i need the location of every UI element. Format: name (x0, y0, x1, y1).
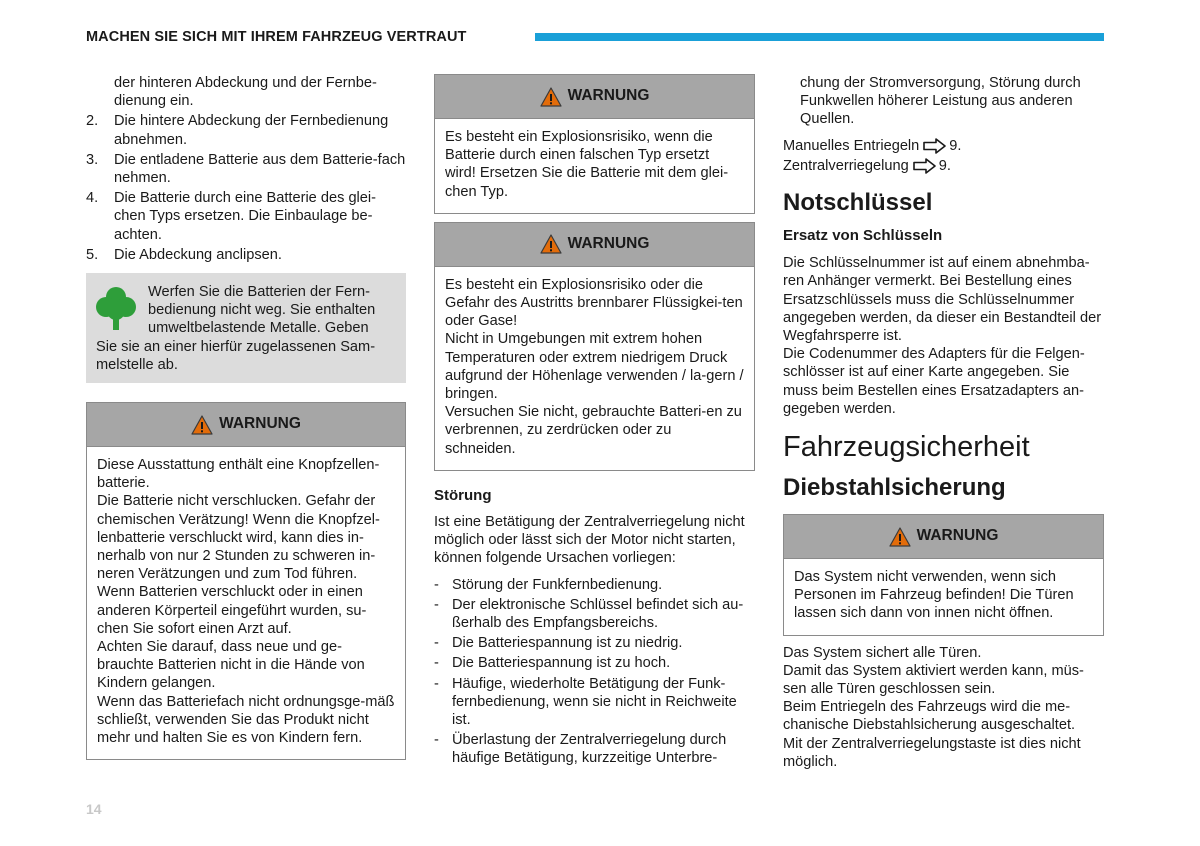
paragraph-line: Das System sichert alle Türen. (783, 644, 982, 661)
warning-label: WARNUNG (567, 87, 650, 105)
arrow-right-icon (913, 158, 937, 174)
list-item: - Überlastung der Zentralverriegelung durch häufige Betätigung, kurzzeitige Unterbre- (434, 732, 727, 767)
step-number: 5. (86, 246, 99, 263)
warning-triangle-icon (191, 415, 213, 435)
cause-text: Die Batteriespannung ist zu niedrig. (452, 635, 683, 652)
environment-note (86, 273, 406, 383)
column-right (783, 74, 1104, 771)
warning-box-wrong-type (434, 74, 755, 214)
list-item: - Die Batteriespannung ist zu hoch. (434, 655, 671, 672)
cause-text: Der elektronische Schlüssel befindet sich au-ßerhalb des Empfangsbereichs. (452, 596, 744, 632)
warning-header (435, 223, 754, 267)
cause-continuation: chung der Stromversorgung, Störung durch Funkwellen höherer Leistung aus anderen Quellen. (800, 75, 1081, 128)
column-middle (434, 74, 755, 770)
header-accent-bar (535, 33, 1104, 41)
warning-body (87, 447, 405, 759)
warning-box-persons (783, 514, 1104, 636)
arrow-right-icon (923, 138, 947, 154)
step-number: 4. (86, 190, 99, 207)
warning-body (784, 559, 1103, 635)
warning-box-explosion (434, 222, 755, 471)
step-item (86, 151, 406, 187)
warning-label: WARNUNG (219, 415, 301, 433)
warning-triangle-icon (540, 234, 562, 254)
paragraph-line: Beim Entriegeln des Fahrzeugs wird die me-chanische Diebstahlsicherung ausgeschaltet. (783, 699, 1076, 734)
paragraph: Die Schlüsselnummer ist auf einem abnehmba-ren Anhänger vermerkt. Bei Bestellung eines Ersatzschlüssels muss die Schlüsselnummer angegeben werden, da dieser ein Bestandteil der Wegfahrsperre ist. (783, 255, 1102, 345)
warning-triangle-icon (540, 87, 562, 107)
step-item (86, 189, 406, 244)
list-item: - Störung der Funkfernbedienung. (434, 576, 663, 593)
step-text: Die Batterie durch eine Batterie des glei-chen Typs ersetzen. Die Einbaulage be-achten. (114, 190, 377, 243)
warning-label: WARNUNG (567, 235, 650, 253)
warning-line: Es besteht ein Explosionsrisiko oder die Gefahr des Austritts brennbarer Flüssigkei-ten oder Gase! (445, 276, 743, 330)
warning-body (435, 267, 754, 470)
reference-label: Zentralverriegelung (783, 157, 909, 174)
section-heading-stoerung: Störung (434, 486, 492, 504)
warning-box-button-cell (86, 402, 406, 760)
warning-header (435, 75, 754, 119)
step-continuation: der hinteren Abdeckung und der Fernbe-dienung ein. (114, 75, 377, 110)
warning-line: Achten Sie darauf, dass neue und ge-brauchte Batterien nicht in die Hände von Kindern gelangen. (97, 639, 365, 692)
list-item: - Die Batteriespannung ist zu niedrig. (434, 635, 683, 652)
reference-page: 9. (949, 137, 962, 154)
step-text: Die Abdeckung anclipsen. (114, 246, 282, 263)
reference-page: 9. (938, 157, 951, 174)
cause-text: Störung der Funkfernbedienung. (452, 576, 663, 593)
step-item (86, 112, 406, 148)
subheading-ersatz: Ersatz von Schlüsseln (783, 227, 943, 245)
warning-label: WARNUNG (916, 527, 999, 545)
warning-line: Wenn Batterien verschluckt oder in einen anderen Körperteil eingeführt wurden, su-chen Sie sofort einen Arzt auf. (97, 584, 367, 637)
warning-line: Die Batterie nicht verschlucken. Gefahr der chemischen Verätzung! Wenn die Knopfzel-lenbatterie verschluckt wird, kann dies in-nerhalb von nur 2 Stunden zu schweren in-neren Verätzungen und zum Tod führen. (97, 493, 380, 583)
cause-text: Überlastung der Zentralverriegelung durch häufige Betätigung, kurzzeitige Unterbre- (452, 732, 727, 767)
warning-line: Nicht in Umgebungen mit extrem hohen Temperaturen oder extrem niedrigem Druck aufgrund der Höhenlage verwenden / la-gern / bringen. (445, 331, 744, 403)
warning-text: Es besteht ein Explosionsrisiko, wenn die Batterie durch einen falschen Typ ersetzt wird! Ersetzen Sie die Batterie mit dem glei-chen Typ. (445, 129, 729, 200)
step-number: 2. (86, 113, 99, 130)
page-number: 14 (86, 801, 102, 817)
warning-triangle-icon (889, 527, 911, 547)
step-item (86, 246, 406, 264)
stoerung-intro: Ist eine Betätigung der Zentralverriegelung nicht möglich oder lässt sich der Motor nicht starten, können folgende Ursachen vorliegen: (434, 514, 745, 567)
warning-header (784, 515, 1103, 559)
paragraph-line: Mit der Zentralverriegelungstaste ist dies nicht möglich. (783, 735, 1081, 770)
list-item: - Der elektronische Schlüssel befindet sich au-ßerhalb des Empfangsbereichs. (434, 596, 744, 632)
cause-text: Häufige, wiederholte Betätigung der Funk-fernbedienung, wenn sie nicht in Reichweite ist. (452, 675, 737, 729)
step-number: 3. (86, 151, 99, 168)
cause-text: Die Batteriespannung ist zu hoch. (452, 655, 671, 672)
step-list (86, 112, 406, 264)
leaf-icon (96, 285, 136, 331)
warning-text: Das System nicht verwenden, wenn sich Personen im Fahrzeug befinden! Die Türen lassen sich dann von innen nicht öffnen. (794, 569, 1074, 622)
reference-label: Manuelles Entriegeln (783, 137, 920, 154)
section-heading-notschluessel: Notschlüssel (783, 189, 933, 217)
column-left (86, 74, 406, 760)
header-title: MACHEN SIE SICH MIT IHREM FAHRZEUG VERTRAUT (86, 29, 467, 45)
paragraph-line: Damit das System aktiviert werden kann, müs-sen alle Türen geschlossen sein. (783, 662, 1084, 698)
warning-line: Versuchen Sie nicht, gebrauchte Batteri-en zu verbrennen, zu zerdrücken oder zu schneiden. (445, 404, 742, 457)
step-text: Die entladene Batterie aus dem Batterie-fach nehmen. (114, 151, 406, 187)
diebstahlsicherung-text (783, 644, 1104, 771)
cross-reference[interactable] (783, 157, 1104, 175)
step-text: Die hintere Abdeckung der Fernbedienung abnehmen. (114, 113, 389, 148)
cause-list (434, 576, 755, 768)
warning-line: Wenn das Batteriefach nicht ordnungsge-mäß schließt, verwenden Sie das Produkt nicht mehr und halten Sie es von Kindern fern. (97, 693, 395, 747)
warning-body (435, 119, 754, 213)
list-item: - Häufige, wiederholte Betätigung der Funk-fernbedienung, wenn sie nicht in Reichweite ist. (434, 675, 737, 729)
paragraph: Die Codenummer des Adapters für die Felgen-schlösser ist auf einer Karte angegeben. Sie muss beim Bestellen eines Ersatzadapters an-gegeben werden. (783, 346, 1085, 417)
cross-reference[interactable] (783, 137, 1104, 155)
warning-header (87, 403, 405, 447)
section-heading-diebstahlsicherung: Diebstahlsicherung (783, 474, 1006, 502)
warning-line: Diese Ausstattung enthält eine Knopfzellen-batterie. (97, 457, 380, 492)
environment-note-text: Werfen Sie die Batterien der Fern-bedienung nicht weg. Sie enthalten umweltbelastende Metalle. Geben Sie sie an einer hierfür zugelassenen Sam-melstelle ab. (96, 284, 376, 373)
chapter-heading-fahrzeugsicherheit: Fahrzeugsicherheit (783, 431, 1030, 464)
